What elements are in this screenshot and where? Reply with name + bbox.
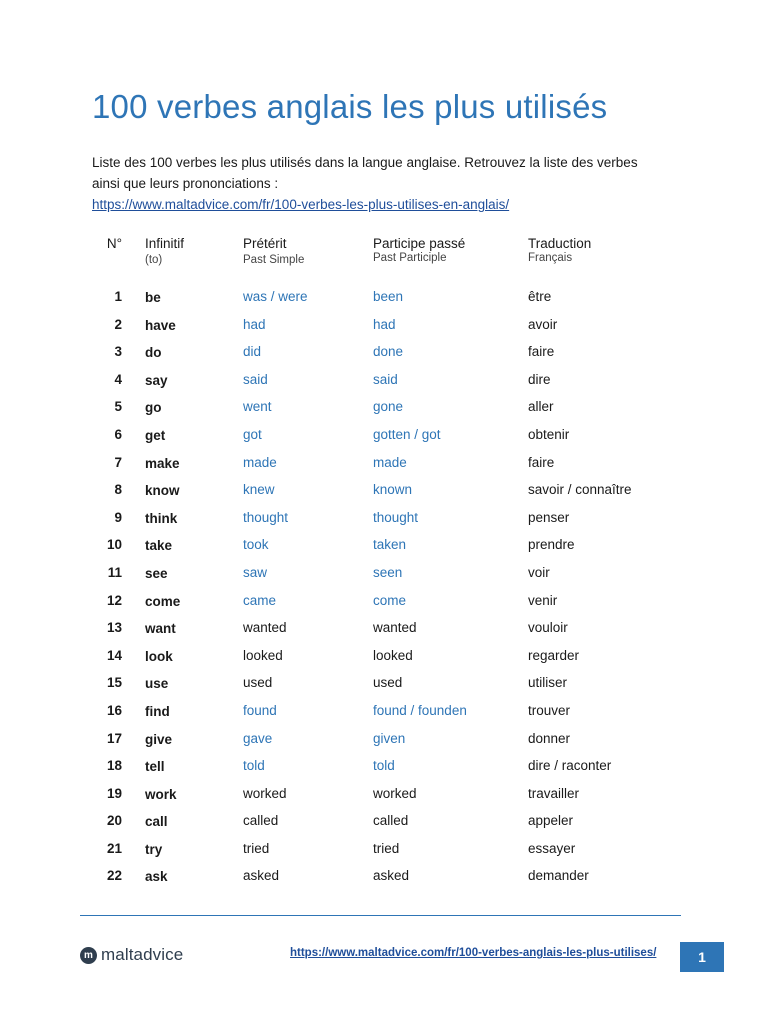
- table-row: [0, 807, 768, 835]
- verb-preterite: looked: [243, 647, 283, 663]
- verb-past-participle: looked: [373, 647, 413, 663]
- verb-infinitive: come: [145, 593, 181, 609]
- header-preterite-sub: Past Simple: [243, 254, 305, 266]
- maltadvice-logo: [80, 944, 183, 966]
- verb-infinitive: take: [145, 538, 173, 554]
- verb-preterite: went: [243, 399, 272, 415]
- verb-past-participle: found / founden: [373, 702, 467, 718]
- table-row: [0, 725, 768, 753]
- verb-preterite: got: [243, 426, 262, 442]
- intro-text-line1: Liste des 100 verbes les plus utilisés dans la langue anglaise. Retrouvez la liste des verbes: [92, 155, 638, 170]
- page-number-badge: [680, 942, 724, 972]
- header-number-label: N°: [106, 236, 122, 251]
- verb-infinitive: try: [145, 841, 163, 857]
- header-infinitive: [145, 236, 184, 266]
- verb-translation: donner: [528, 730, 571, 746]
- verb-past-participle: told: [373, 758, 395, 774]
- verb-past-participle: gone: [373, 399, 404, 415]
- verb-preterite: thought: [243, 509, 289, 525]
- table-row: [0, 669, 768, 697]
- verb-number: 17: [106, 730, 122, 746]
- verb-number: 22: [106, 868, 122, 884]
- table-row: [0, 752, 768, 780]
- verb-infinitive: look: [145, 648, 173, 664]
- verb-preterite: took: [243, 537, 269, 553]
- verb-infinitive: think: [145, 510, 178, 526]
- table-row: [0, 862, 768, 890]
- table-row: [0, 366, 768, 394]
- logo-text: maltadvice: [101, 945, 184, 964]
- table-row: [0, 780, 768, 808]
- verb-number: 12: [106, 592, 122, 608]
- table-header: [0, 236, 768, 278]
- header-number: [100, 236, 122, 251]
- verb-preterite: called: [243, 813, 279, 829]
- verb-number: 2: [114, 316, 122, 332]
- table-row: [0, 531, 768, 559]
- verb-number: 15: [106, 675, 122, 691]
- verb-translation: demander: [528, 868, 589, 884]
- verb-past-participle: known: [373, 482, 413, 498]
- verb-translation: trouver: [528, 702, 571, 718]
- table-row: [0, 559, 768, 587]
- verb-preterite: said: [243, 371, 268, 387]
- verb-preterite: was / were: [243, 289, 308, 304]
- verb-preterite: saw: [243, 564, 268, 580]
- verb-number: 8: [114, 482, 122, 498]
- table-row: [0, 642, 768, 670]
- verb-translation: faire: [528, 454, 555, 470]
- verb-number: 14: [106, 647, 122, 663]
- verb-number: 1: [114, 289, 122, 304]
- verb-infinitive: work: [145, 786, 177, 802]
- verb-translation: utiliser: [528, 675, 568, 691]
- verb-number: 13: [106, 620, 122, 636]
- verb-number: 6: [114, 426, 122, 442]
- verb-number: 7: [114, 454, 122, 470]
- verb-preterite: wanted: [243, 620, 287, 636]
- verb-preterite: asked: [243, 868, 280, 884]
- logo-mark-icon: m: [80, 947, 97, 964]
- verb-number: 11: [107, 564, 122, 580]
- verb-table-body: [0, 283, 768, 890]
- verb-translation: essayer: [528, 840, 576, 856]
- verb-preterite: had: [243, 316, 266, 332]
- table-row: [0, 421, 768, 449]
- table-row: [0, 449, 768, 477]
- verb-past-participle: taken: [373, 537, 407, 553]
- verb-translation: faire: [528, 344, 555, 360]
- verb-infinitive: tell: [145, 759, 165, 775]
- intro-text-line2: ainsi que leurs prononciations :: [92, 176, 279, 191]
- verb-number: 9: [114, 509, 122, 525]
- verb-past-participle: called: [373, 813, 409, 829]
- verb-preterite: gave: [243, 730, 273, 746]
- verb-past-participle: gotten / got: [373, 426, 441, 442]
- verb-translation: travailler: [528, 785, 580, 801]
- table-row: [0, 614, 768, 642]
- verb-past-participle: been: [373, 289, 404, 304]
- verb-number: 18: [106, 758, 122, 774]
- verb-preterite: tried: [243, 840, 270, 856]
- verb-past-participle: seen: [373, 564, 403, 580]
- verb-preterite: found: [243, 702, 277, 718]
- footer-divider: [80, 915, 681, 916]
- verb-translation: regarder: [528, 647, 580, 663]
- intro-paragraph: [92, 152, 692, 215]
- verb-translation: obtenir: [528, 426, 570, 442]
- footer-link[interactable]: https://www.maltadvice.com/fr/100-verbes-anglais-les-plus-utilises/: [290, 947, 657, 959]
- verb-preterite: knew: [243, 482, 275, 498]
- header-translation-label: Traduction: [528, 236, 592, 251]
- table-row: [0, 587, 768, 615]
- verb-number: 21: [106, 840, 122, 856]
- intro-link[interactable]: https://www.maltadvice.com/fr/100-verbes-les-plus-utilises-en-anglais/: [92, 197, 510, 212]
- header-translation-sub: Français: [528, 252, 573, 264]
- verb-preterite: told: [243, 758, 265, 774]
- verb-past-participle: tried: [373, 840, 400, 856]
- verb-infinitive: make: [145, 455, 180, 471]
- verb-translation: avoir: [528, 316, 558, 332]
- verb-infinitive: have: [145, 317, 176, 333]
- table-row: [0, 697, 768, 725]
- verb-infinitive: use: [145, 676, 169, 692]
- verb-translation: vouloir: [528, 620, 568, 636]
- verb-infinitive: ask: [145, 869, 168, 885]
- verb-infinitive: do: [145, 345, 162, 361]
- table-row: [0, 283, 768, 311]
- verb-past-participle: thought: [373, 509, 419, 525]
- header-participle: [373, 236, 465, 264]
- verb-past-participle: said: [373, 371, 398, 387]
- header-translation: [528, 236, 591, 264]
- header-participle-label: Participe passé: [373, 236, 466, 251]
- verb-translation: voir: [528, 564, 550, 580]
- table-row: [0, 311, 768, 339]
- verb-infinitive: say: [145, 372, 168, 388]
- header-participle-sub: Past Participle: [373, 252, 447, 264]
- verb-preterite: made: [243, 454, 277, 470]
- verb-past-participle: given: [373, 730, 406, 746]
- verb-infinitive: be: [145, 290, 161, 305]
- table-row: [0, 835, 768, 863]
- verb-translation: appeler: [528, 813, 574, 829]
- page-title: 100 verbes anglais les plus utilisés: [92, 88, 608, 125]
- verb-infinitive: want: [145, 621, 176, 637]
- table-row: [0, 504, 768, 532]
- verb-number: 3: [114, 344, 122, 360]
- verb-infinitive: find: [145, 703, 170, 719]
- verb-preterite: did: [243, 344, 262, 360]
- verb-past-participle: come: [373, 592, 407, 608]
- verb-past-participle: worked: [373, 785, 417, 801]
- verb-infinitive: get: [145, 427, 166, 443]
- verb-number: 20: [106, 813, 122, 829]
- verb-infinitive: go: [145, 400, 162, 416]
- verb-past-participle: had: [373, 316, 396, 332]
- table-row: [0, 476, 768, 504]
- verb-infinitive: give: [145, 731, 173, 747]
- verb-number: 19: [106, 785, 122, 801]
- table-row: [0, 393, 768, 421]
- verb-translation: prendre: [528, 537, 575, 553]
- verb-infinitive: call: [145, 814, 168, 830]
- verb-past-participle: asked: [373, 868, 410, 884]
- header-infinitive-sub: (to): [145, 254, 163, 266]
- verb-number: 5: [114, 399, 122, 415]
- page-number: 1: [698, 949, 706, 965]
- verb-number: 4: [114, 371, 122, 387]
- header-preterite-label: Prétérit: [243, 236, 287, 251]
- verb-infinitive: see: [145, 565, 168, 581]
- verb-translation: aller: [528, 399, 554, 415]
- verb-preterite: came: [243, 592, 277, 608]
- verb-translation: penser: [528, 509, 570, 525]
- verb-preterite: used: [243, 675, 273, 691]
- verb-translation: venir: [528, 592, 558, 608]
- verb-preterite: worked: [243, 785, 287, 801]
- verb-infinitive: know: [145, 483, 180, 499]
- verb-translation: savoir / connaître: [528, 482, 632, 498]
- verb-past-participle: made: [373, 454, 407, 470]
- verb-number: 16: [106, 702, 122, 718]
- verb-translation: être: [528, 289, 552, 304]
- verb-translation: dire / raconter: [528, 758, 612, 774]
- verb-past-participle: wanted: [373, 620, 417, 636]
- verb-translation: dire: [528, 371, 551, 387]
- verb-past-participle: done: [373, 344, 404, 360]
- verb-past-participle: used: [373, 675, 403, 691]
- table-row: [0, 338, 768, 366]
- header-preterite: [243, 236, 304, 266]
- header-infinitive-label: Infinitif: [145, 236, 185, 251]
- verb-number: 10: [106, 537, 122, 553]
